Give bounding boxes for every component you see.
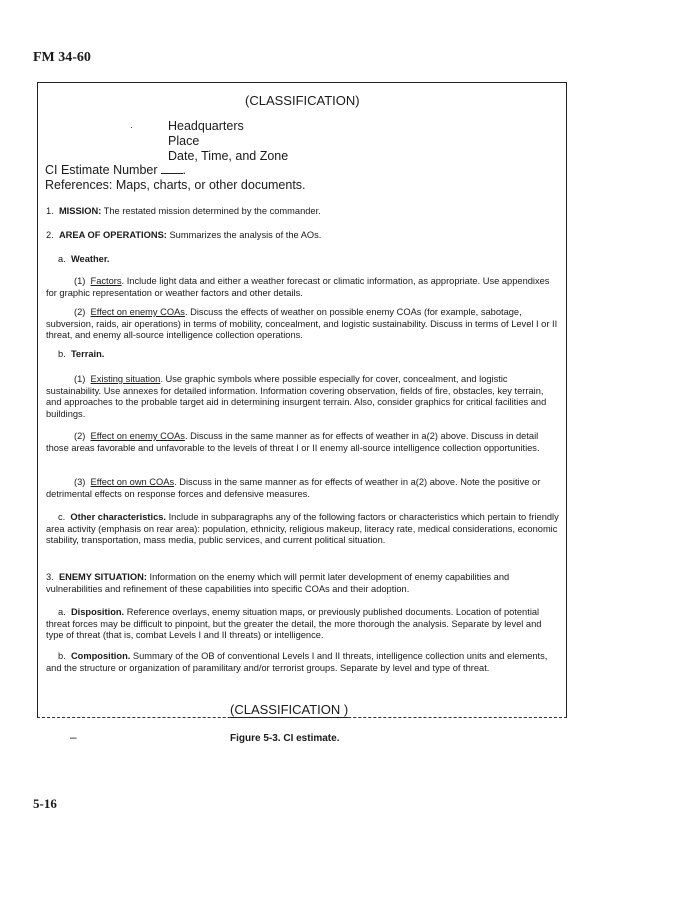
- classification-bottom-text: (CLASSIFICATION ): [230, 702, 349, 717]
- section-term: Factors: [90, 276, 122, 286]
- section-label: Weather.: [70, 254, 110, 264]
- section-num: 2.: [46, 230, 54, 240]
- section-text: Information on the enemy which will permit later development of enemy capabilities and vulnerabilities and refinement of these capabilities into specific COAs and their adoption.: [46, 572, 510, 594]
- section-num: b.: [58, 651, 66, 661]
- section-text: . Use graphic symbols where possible especially for cover, concealment, and logistic sustainability. Use annexes for detailed information. Information covering observation, fields of fire, obstacles, key terrain, and approaches to the probable target aid in determining insurgent terrain. Also, consider graphics for critical facilities and buildings.: [46, 374, 547, 419]
- section-term: Effect on enemy COAs: [90, 431, 185, 441]
- estimate-number-blank: [161, 173, 183, 174]
- subsection-composition: [46, 651, 560, 674]
- paragraph-terrain-existing: [46, 374, 560, 420]
- section-label: Composition.: [70, 651, 131, 661]
- section-label: ENEMY SITUATION:: [58, 572, 147, 582]
- stray-dash: –: [70, 730, 77, 744]
- section-text: . Discuss in the same manner as for effects of weather in a(2) above. Note the positive or detrimental effects on response forces and defensive measures.: [46, 477, 541, 499]
- section-num: 3.: [46, 572, 54, 582]
- section-label: Terrain.: [70, 349, 105, 359]
- section-num: a.: [58, 607, 66, 617]
- section-num: (2): [74, 307, 86, 317]
- section-text: . Include light data and either a weather forecast or climatic information, as appropriate. Use appendixes for graphic representation or weather factors and other details.: [46, 276, 550, 298]
- section-num: (1): [74, 276, 86, 286]
- paragraph-weather-factors: [46, 276, 560, 299]
- section-label: AREA OF OPERATIONS:: [58, 230, 167, 240]
- estimate-number-line: [45, 163, 186, 177]
- section-num: a.: [58, 254, 66, 264]
- date-line: Date, Time, and Zone: [168, 149, 289, 163]
- section-mission: [46, 206, 560, 218]
- running-head: FM 34-60: [33, 50, 91, 65]
- place-line: Place: [168, 134, 200, 148]
- section-term: Effect on own COAs: [90, 477, 175, 487]
- references-line: References: Maps, charts, or other documents.: [45, 178, 306, 192]
- estimate-number-label: CI Estimate Number: [45, 163, 158, 177]
- section-num: c.: [58, 512, 66, 522]
- classification-bottom: [230, 702, 348, 717]
- section-text: . Discuss the effects of weather on possible enemy COAs (for example, sabotage, subversion, raids, air operations) in terms of mobility, concealment, and logistic sustainability. Discuss in terms of Level I or II threat, and enemy all-source intelligence collection operations.: [46, 307, 558, 341]
- paragraph-weather-enemy-coas: [46, 307, 560, 342]
- section-label: MISSION:: [58, 206, 102, 216]
- section-text: . Discuss in the same manner as for effects of weather in a(2) above. Discuss in detail those areas favorable and unfavorable to the levels of threat I or II enemy all-source intelligence collection opportunities.: [46, 431, 540, 453]
- section-num: (3): [74, 477, 86, 487]
- classification-top: (CLASSIFICATION): [245, 93, 360, 108]
- section-num: b.: [58, 349, 66, 359]
- headquarters-line: Headquarters: [168, 119, 244, 133]
- section-text: Reference overlays, enemy situation maps, or previously published documents. Location of potential threat forces may be difficult to pinpoint, but the greater the detail, the more thorough the analysis. Separate by level and type of threat (that is, combat Levels I and II threats) or intelligence.: [46, 607, 542, 641]
- section-text: The restated mission determined by the commander.: [101, 206, 321, 216]
- section-num: 1.: [46, 206, 54, 216]
- section-term: Effect on enemy COAs: [90, 307, 185, 317]
- subsection-weather: [46, 254, 560, 266]
- subsection-disposition: [46, 607, 560, 642]
- section-label: Other characteristics.: [70, 512, 167, 522]
- paragraph-terrain-enemy-coas: [46, 431, 560, 454]
- section-area-of-operations: [46, 230, 560, 242]
- section-text: Summary of the OB of conventional Levels I and II threats, intelligence collection units and elements, and the structure or organization of paramilitary and/or terrorist groups. Separate by level and type of threat.: [46, 651, 548, 673]
- paragraph-terrain-own-coas: [46, 477, 560, 500]
- subsection-other-characteristics: [46, 512, 560, 547]
- section-num: (1): [74, 374, 86, 384]
- estimate-number-suffix: .: [182, 163, 187, 177]
- subsection-terrain: [46, 349, 560, 361]
- section-enemy-situation: [46, 572, 560, 595]
- figure-caption: Figure 5-3. CI estimate.: [230, 733, 340, 744]
- section-text: Summarizes the analysis of the AOs.: [166, 230, 322, 240]
- section-term: Existing situation: [90, 374, 161, 384]
- section-text: Include in subparagraphs any of the following factors or characteristics which pertain to friendly area activity (emphasis on rear area): population, ethnicity, religious makeup, literacy rate, medical considerations, economic stability, transportation, mass media, public services, and current political situation.: [46, 512, 559, 546]
- section-label: Disposition.: [70, 607, 125, 617]
- stray-mark: ·: [130, 122, 133, 132]
- section-num: (2): [74, 431, 86, 441]
- page-number: 5-16: [33, 796, 57, 811]
